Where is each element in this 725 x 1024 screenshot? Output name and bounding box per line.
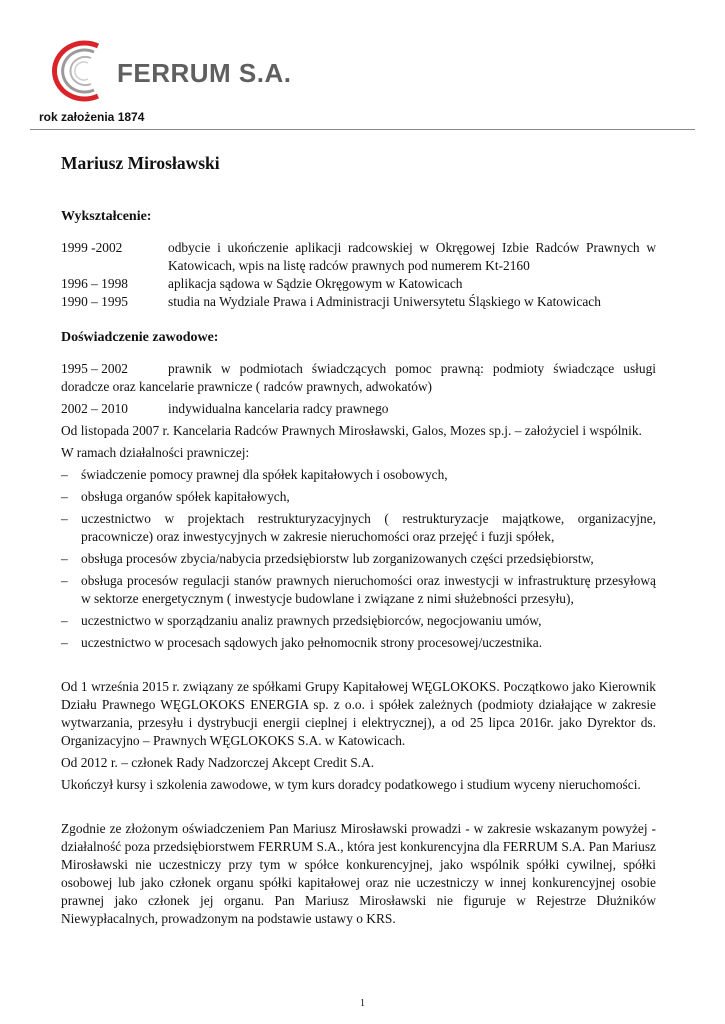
- person-name: Mariusz Mirosławski: [61, 153, 220, 173]
- paragraph-date: 2002 – 2010: [61, 401, 128, 416]
- paragraph-text: prawnik w podmiotach świadczących pomoc prawną: podmioty świadczące usługi doradcze oraz kancelarie prawnicze ( radców prawnych, adwokatów): [61, 361, 656, 394]
- header-divider: [30, 129, 695, 130]
- list-item: – uczestnictwo w projektach restrukturyzacyjnych ( restrukturyzacje majątkowe, organizacyjne, pracownicze) oraz inwestycyjnych w zakresie nieruchomości oraz przejęć i fuzji spółek,: [61, 510, 656, 546]
- education-entry: [61, 293, 656, 311]
- entry-text: aplikacja sądowa w Sądzie Okręgowym w Katowicach: [168, 276, 463, 291]
- further-paragraph: Ukończył kursy i szkolenia zawodowe, w tym kurs doradcy podatkowego i studium wyceny nieruchomości.: [61, 777, 641, 792]
- list-item: – uczestnictwo w sporządzaniu analiz prawnych przedsiębiorców, negocjowaniu umów,: [61, 612, 656, 630]
- further-paragraph: Od 1 września 2015 r. związany ze spółkami Grupy Kapitałowej WĘGLOKOKS. Początkowo jako Kierownik Działu Prawnego WĘGLOKOKS ENERGIA sp. z o.o. i spółek zależnych (podmioty działające w zakresie wytwarzania, przesyłu i dystrybucji energii cieplnej i elektrycznej), a od 25 lipca 2016r. jako Dyrektor ds. Organizacyjno – Prawnych WĘGLOKOKS S.A. w Katowicach.: [61, 679, 656, 748]
- education-heading: Wykształcenie:: [61, 209, 152, 224]
- paragraph-date: 1995 – 2002: [61, 361, 128, 376]
- entry-text: odbycie i ukończenie aplikacji radcowskiej w Okręgowej Izbie Radców Prawnych w Katowicach, wpis na listę radców prawnych pod numerem Kt-2160: [168, 240, 656, 273]
- list-item: – obsługa procesów zbycia/nabycia przedsiębiorstw lub zorganizowanych części przedsiębiorstw,: [61, 550, 656, 568]
- company-name: FERRUM S.A.: [117, 58, 292, 88]
- education-entry: [61, 239, 656, 275]
- entry-date: 1999 -2002: [61, 240, 123, 255]
- paragraph-text: indywidualna kancelaria radcy prawnego: [168, 401, 389, 416]
- experience-paragraph: [61, 360, 656, 396]
- experience-heading: Doświadczenie zawodowe:: [61, 330, 219, 345]
- page-number: 1: [360, 998, 365, 1009]
- entry-date: 1990 – 1995: [61, 294, 128, 309]
- declaration-paragraph: Zgodnie ze złożonym oświadczeniem Pan Mariusz Mirosławski prowadzi - w zakresie wskazanym powyżej - działalność poza przedsiębiorstwem FERRUM S.A., która jest konkurencyjna dla FERRUM S.A. Pan Mariusz Mirosławski nie uczestniczy przy tym w spółce konkurencyjnej, jako wspólnik spółki cywilnej, spółki osobowej lub jako członek organu spółki kapitałowej oraz nie uczestniczy w innej konkurencyjnej osobie prawnej jako członek jej organu. Pan Mariusz Mirosławski nie figuruje w Rejestrze Dłużników Niewypłacalnych, prowadzonym na podstawie ustawy o KRS.: [61, 821, 656, 926]
- list-item: – obsługa procesów regulacji stanów prawnych nieruchomości oraz inwestycji w infrastrukturę przesyłową w sektorze energetycznym ( inwestycje budowlane i związane z nimi służebności przesyłu),: [61, 572, 656, 608]
- activities-list: [61, 466, 656, 652]
- founded-year: rok założenia 1874: [39, 110, 145, 124]
- further-paragraph: Od 2012 r. – członek Rady Nadzorczej Akcept Credit S.A.: [61, 755, 375, 770]
- list-item: – uczestnictwo w procesach sądowych jako pełnomocnik strony procesowej/uczestnika.: [61, 634, 656, 652]
- experience-paragraph: [61, 400, 656, 418]
- entry-date: 1996 – 1998: [61, 276, 128, 291]
- entry-text: studia na Wydziale Prawa i Administracji Uniwersytetu Śląskiego w Katowicach: [168, 294, 601, 309]
- education-entry: [61, 275, 656, 293]
- experience-paragraph: Od listopada 2007 r. Kancelaria Radców Prawnych Mirosławski, Galos, Mozes sp.j. – założyciel i wspólnik.: [61, 423, 642, 438]
- list-item: – świadczenie pomocy prawnej dla spółek kapitałowych i osobowych,: [61, 466, 656, 484]
- list-item: – obsługa organów spółek kapitałowych,: [61, 488, 656, 506]
- cv-content: [61, 152, 656, 928]
- list-intro: W ramach działalności prawniczej:: [61, 445, 250, 460]
